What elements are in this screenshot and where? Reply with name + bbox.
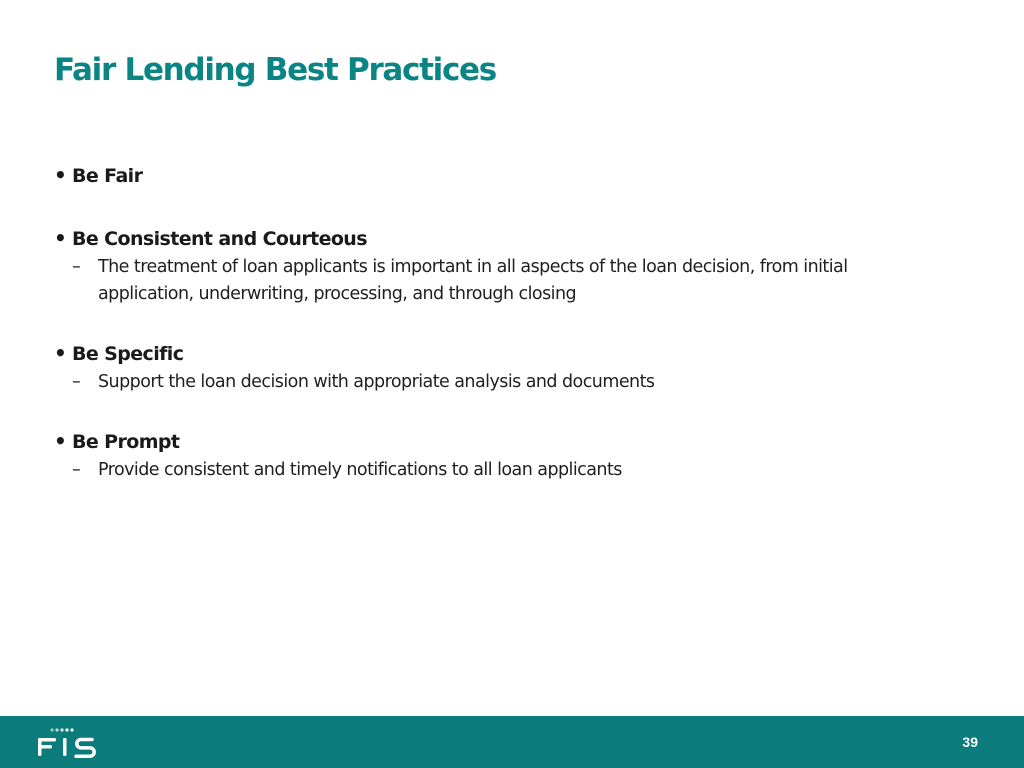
bullet-dot-icon: • [54,341,67,365]
bullet-dot-icon: • [54,226,67,250]
bullet-dot-icon: • [54,163,67,187]
footer-bar [0,716,1024,768]
sub-bullet-text: The treatment of loan applicants is important in all aspects of the loan decision, from initial application, underwriting, processing, and through closing [98,257,848,304]
bullet-item [54,338,954,369]
dash-icon: – [72,257,81,277]
sub-bullet-text: Provide consistent and timely notifications to all loan applicants [98,460,622,480]
page-number: 39 [962,734,978,750]
bullet-group [54,160,954,191]
sub-bullet-item [72,457,954,484]
bullet-label: Be Prompt [72,431,180,453]
bullet-item [54,160,954,191]
bullet-label: Be Fair [72,165,143,187]
sub-bullet-item [72,254,954,308]
bullet-group [54,338,954,396]
dash-icon: – [72,460,81,480]
bullet-dot-icon: • [54,429,67,453]
dash-icon: – [72,372,81,392]
bullet-group [54,223,954,308]
slide-title: Fair Lending Best Practices [54,52,496,88]
bullet-label: Be Consistent and Courteous [72,228,367,250]
bullet-group [54,426,954,484]
bullet-item [54,223,954,254]
bullet-list [54,160,954,516]
sub-bullet-text: Support the loan decision with appropriate analysis and documents [98,372,655,392]
bullet-label: Be Specific [72,343,184,365]
bullet-item [54,426,954,457]
fis-logo-icon [36,726,108,760]
sub-bullet-item [72,369,954,396]
